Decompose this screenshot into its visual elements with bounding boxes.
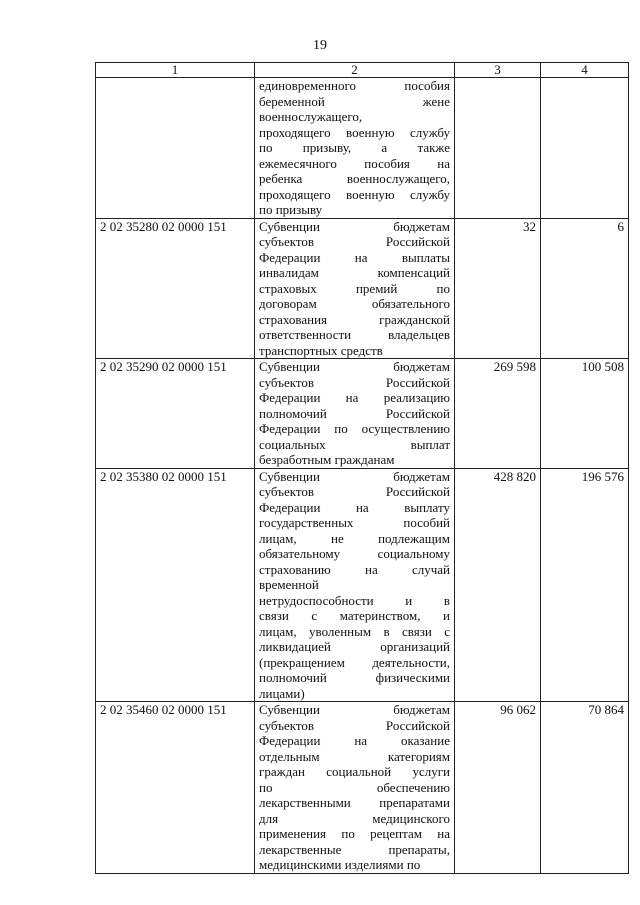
description-line: полномочий физическими <box>259 670 450 685</box>
budget-code-cell: 2 02 35290 02 0000 151 <box>96 359 255 469</box>
column-header: 4 <box>541 63 629 78</box>
column-header: 3 <box>455 63 541 78</box>
table-row <box>96 218 629 359</box>
description-line: Субвенции бюджетам <box>259 702 450 717</box>
description-line: лекарственными препаратами <box>259 795 450 810</box>
description-line: для медицинского <box>259 810 450 826</box>
description-line: медицинскими изделиями по <box>259 857 421 872</box>
description-line: Субвенции бюджетам <box>259 218 450 234</box>
description-line: страхованию на случай <box>259 561 450 577</box>
description-line: страхования гражданской <box>259 311 450 327</box>
description-line: субъектов Российской <box>259 717 450 733</box>
description-line: ежемесячного пособия на <box>259 155 450 171</box>
description-line: лицам, не подлежащим <box>259 530 450 546</box>
table-row <box>96 359 629 469</box>
description-cell <box>255 78 455 219</box>
budget-code-cell <box>96 78 255 219</box>
description-cell <box>255 218 455 359</box>
amount-col3-cell <box>455 78 541 219</box>
budget-table <box>95 62 629 874</box>
description-line: по призыву, а также <box>259 140 450 155</box>
description-line: субъектов Российской <box>259 234 450 249</box>
amount-col4-cell: 6 <box>541 218 629 359</box>
description-line: применения по рецептам на <box>259 826 450 841</box>
description-line: субъектов Российской <box>259 374 450 390</box>
description-line: страховых премий по <box>259 280 450 296</box>
description-cell <box>255 702 455 874</box>
description-line: Федерации на выплату <box>259 499 450 515</box>
description-line: социальных выплат <box>259 436 450 452</box>
description-line: беременной жене <box>259 93 450 109</box>
amount-col3-cell: 269 598 <box>455 359 541 469</box>
amount-col4-cell: 70 864 <box>541 702 629 874</box>
description-line: полномочий Российской <box>259 405 450 421</box>
table-row <box>96 702 629 874</box>
description-line: единовременного пособия <box>259 78 450 93</box>
amount-col4-cell: 100 508 <box>541 359 629 469</box>
amount-col4-cell <box>541 78 629 219</box>
description-line: проходящего военную службу <box>259 124 450 140</box>
description-line: инвалидам компенсаций <box>259 265 450 280</box>
amount-col4-cell: 196 576 <box>541 468 629 702</box>
table-row <box>96 468 629 702</box>
description-line: Федерации на оказание <box>259 733 450 748</box>
description-line: временной <box>259 577 319 592</box>
column-header: 2 <box>255 63 455 78</box>
description-cell <box>255 359 455 469</box>
page-number: 19 <box>313 38 327 53</box>
description-line: государственных пособий <box>259 515 450 530</box>
description-line: Федерации на реализацию <box>259 390 450 405</box>
table-header-row <box>96 63 629 78</box>
description-line: по призыву <box>259 202 323 217</box>
description-line: транспортных средств <box>259 342 383 358</box>
description-line: Субвенции бюджетам <box>259 468 450 484</box>
description-line: связи с материнством, и <box>259 608 450 623</box>
description-line: граждан социальной услуги <box>259 764 450 779</box>
description-line: ликвидацией организаций <box>259 639 450 654</box>
description-line: Федерации по осуществлению <box>259 421 450 436</box>
description-line: лицам, уволенным в связи с <box>259 623 450 639</box>
description-line: ответственности владельцев <box>259 327 450 342</box>
amount-col3-cell: 428 820 <box>455 468 541 702</box>
description-line: (прекращением деятельности, <box>259 654 450 670</box>
description-line: ребенка военнослужащего, <box>259 171 450 186</box>
budget-code-cell: 2 02 35460 02 0000 151 <box>96 702 255 874</box>
description-line: по обеспечению <box>259 779 450 795</box>
description-line: Субвенции бюджетам <box>259 359 450 374</box>
description-line: лицами) <box>259 685 305 701</box>
table-row <box>96 78 629 219</box>
description-line: нетрудоспособности и в <box>259 592 450 608</box>
budget-code-cell: 2 02 35380 02 0000 151 <box>96 468 255 702</box>
description-line: Федерации на выплаты <box>259 249 450 265</box>
description-line: обязательному социальному <box>259 546 450 561</box>
description-cell <box>255 468 455 702</box>
amount-col3-cell: 96 062 <box>455 702 541 874</box>
amount-col3-cell: 32 <box>455 218 541 359</box>
description-line: безработным гражданам <box>259 452 395 467</box>
column-header: 1 <box>96 63 255 78</box>
description-line: военнослужащего, <box>259 109 363 124</box>
description-line: лекарственные препараты, <box>259 841 450 857</box>
description-line: отдельным категориям <box>259 748 450 764</box>
description-line: договорам обязательного <box>259 296 450 311</box>
budget-code-cell: 2 02 35280 02 0000 151 <box>96 218 255 359</box>
description-line: субъектов Российской <box>259 484 450 499</box>
description-line: проходящего военную службу <box>259 186 450 202</box>
